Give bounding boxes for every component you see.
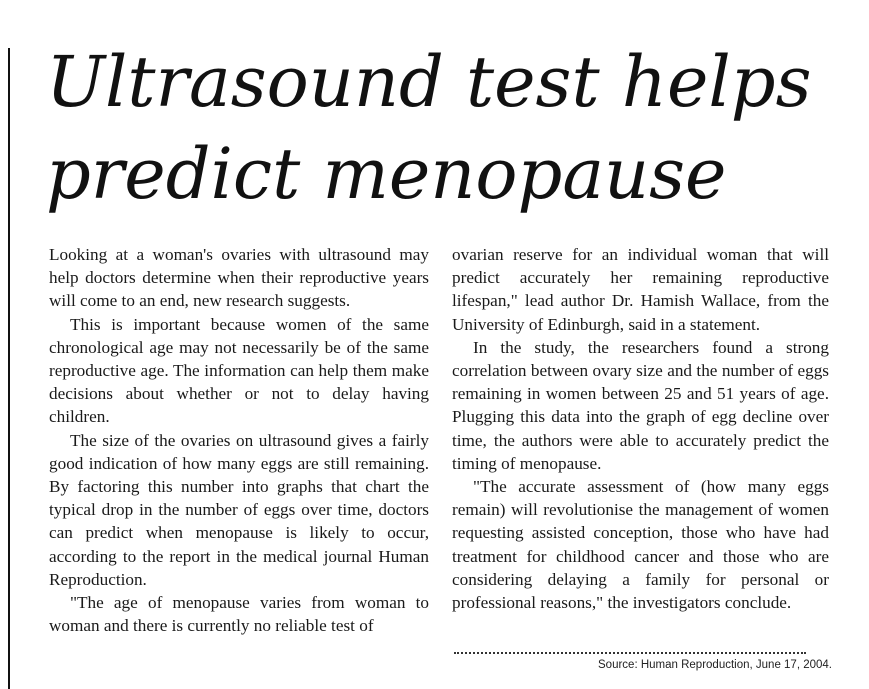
article-paragraph: "The age of menopause varies from woman to woman and there is currently no reliable test of — [49, 593, 429, 636]
article-paragraph: "The accurate assessment of (how many eggs remain) will revolutionise the management of women requesting assisted conception, those who have had treatment for childhood cancer and those who are considering delaying a family for personal or professional reasons," the investigators conclude. — [452, 477, 829, 613]
article-paragraph: In the study, the researchers found a strong correlation between ovary size and the number of eggs remaining in women between 25 and 51 years of age. Plugging this data into the graph of egg decline over time, the authors were able to accurately predict the timing of menopause. — [452, 337, 829, 473]
article-paragraph: The size of the ovaries on ultrasound gives a fairly good indication of how many eggs are still remaining. By factoring this number into graphs that chart the typical drop in the number of eggs over time, doctors can predict when menopause is likely to occur, according to the report in the medical journal Human Reproduction. — [49, 430, 429, 589]
headline — [46, 36, 861, 220]
headline-line-1: Ultrasound test helps — [46, 41, 812, 123]
source-citation: Source: Human Reproduction, June 17, 2004. — [598, 659, 832, 671]
article-paragraph: Looking at a woman's ovaries with ultrasound may help doctors determine when their reproductive years will come to an end, new research suggests. — [49, 245, 429, 311]
headline-line-2: predict menopause — [46, 133, 727, 215]
article-paragraph: ovarian reserve for an individual woman that will predict accurately her remaining reproductive lifespan," lead author Dr. Hamish Wallace, from the University of Edinburgh, said in a statement. — [452, 245, 829, 334]
column-rule — [8, 48, 10, 689]
article-column-right — [452, 243, 829, 614]
article-paragraph: This is important because women of the same chronological age may not necessarily be of the same reproductive age. The information can help them make decisions about whether or not to delay having children. — [49, 314, 429, 427]
article-column-left — [49, 243, 429, 637]
dotted-divider — [454, 652, 806, 654]
